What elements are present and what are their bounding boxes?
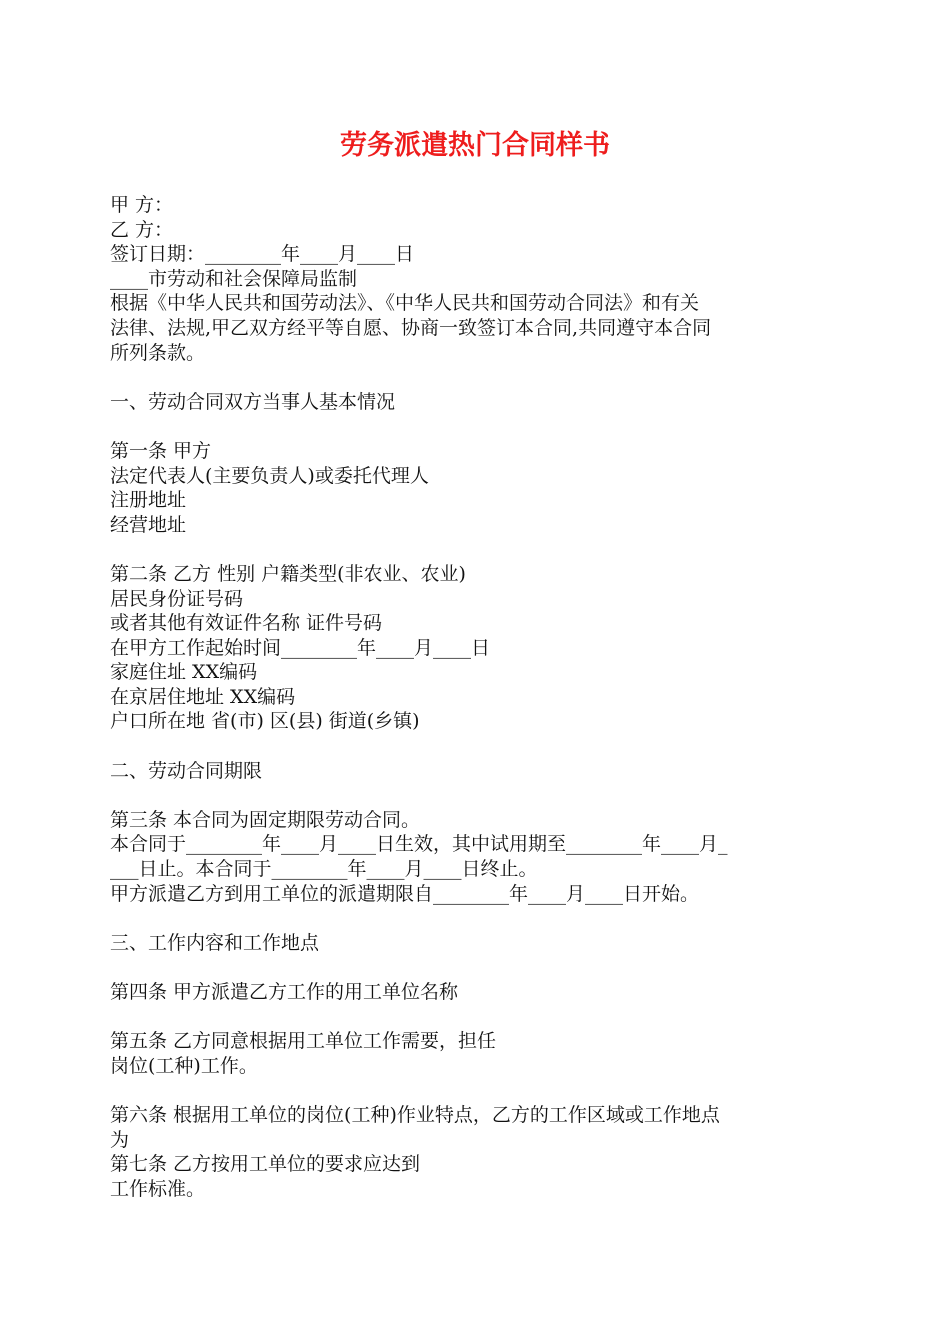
blank-line [110, 734, 845, 759]
contract-line: 在甲方工作起始时间________年____月____日 [110, 636, 491, 659]
contract-line: 法律、法规,甲乙双方经平等自愿、协商一致签订本合同,共同遵守本合同 [110, 316, 712, 339]
contract-line: 或者其他有效证件名称 证件号码 [110, 612, 383, 635]
contract-line: 岗位(工种)工作。 [110, 1054, 258, 1077]
contract-line: 居民身份证号码 [110, 587, 244, 610]
contract-line: ____市劳动和社会保障局监制 [110, 267, 358, 290]
contract-line: 本合同于________年____月____日生效，其中试用期至________年____月_ [110, 833, 728, 856]
contract-line: 根据《中华人民共和国劳动法》、《中华人民共和国劳动合同法》和有关 [110, 292, 700, 315]
contract-line: 甲 方： [110, 194, 174, 216]
blank-line [110, 414, 845, 439]
contract-line: 在京居住地址 XX编码 [110, 685, 296, 708]
contract-body [110, 193, 845, 1201]
contract-line: 签订日期：________年____月____日 [110, 243, 415, 266]
contract-line: 二、劳动合同期限 [110, 759, 263, 782]
contract-line: 工作标准。 [110, 1177, 206, 1200]
contract-line: 第四条 甲方派遣乙方工作的用工单位名称 [110, 981, 459, 1003]
contract-line: 注册地址 [110, 489, 187, 512]
blank-line [110, 1078, 845, 1103]
contract-line: 第二条 乙方 性别 户籍类型(非农业、农业) [110, 562, 466, 585]
blank-line [110, 365, 845, 390]
blank-line [110, 906, 845, 931]
blank-line [110, 783, 845, 808]
contract-line: 第一条 甲方 [110, 439, 212, 462]
contract-line: 户口所在地 省(市) 区(县) 街道(乡镇) [110, 710, 420, 733]
contract-line: 第六条 根据用工单位的岗位(工种)作业特点，乙方的工作区域或工作地点 [110, 1103, 720, 1126]
contract-line: 三、工作内容和工作地点 [110, 931, 320, 954]
contract-line: 第七条 乙方按用工单位的要求应达到 [110, 1153, 421, 1176]
contract-line: ___日止。本合同于________年____月____日终止。 [110, 858, 538, 881]
contract-line: 法定代表人(主要负责人)或委托代理人 [110, 464, 429, 487]
contract-line: 为 [110, 1128, 130, 1151]
contract-line: 所列条款。 [110, 341, 206, 364]
blank-line [110, 537, 845, 562]
contract-line: 家庭住址 XX编码 [110, 661, 258, 684]
contract-line: 第三条 本合同为固定期限劳动合同。 [110, 808, 421, 831]
contract-line: 乙 方： [110, 218, 174, 241]
contract-line: 一、劳动合同双方当事人基本情况 [110, 390, 396, 413]
contract-line: 甲方派遣乙方到用工单位的派遣期限自________年____月____日开始。 [110, 882, 700, 905]
document-title: 劳务派遣热门合同样书 [340, 130, 610, 161]
contract-line: 第五条 乙方同意根据用工单位工作需要，担任 [110, 1030, 497, 1053]
blank-line [110, 1005, 845, 1030]
contract-line: 经营地址 [110, 513, 187, 536]
blank-line [110, 955, 845, 980]
